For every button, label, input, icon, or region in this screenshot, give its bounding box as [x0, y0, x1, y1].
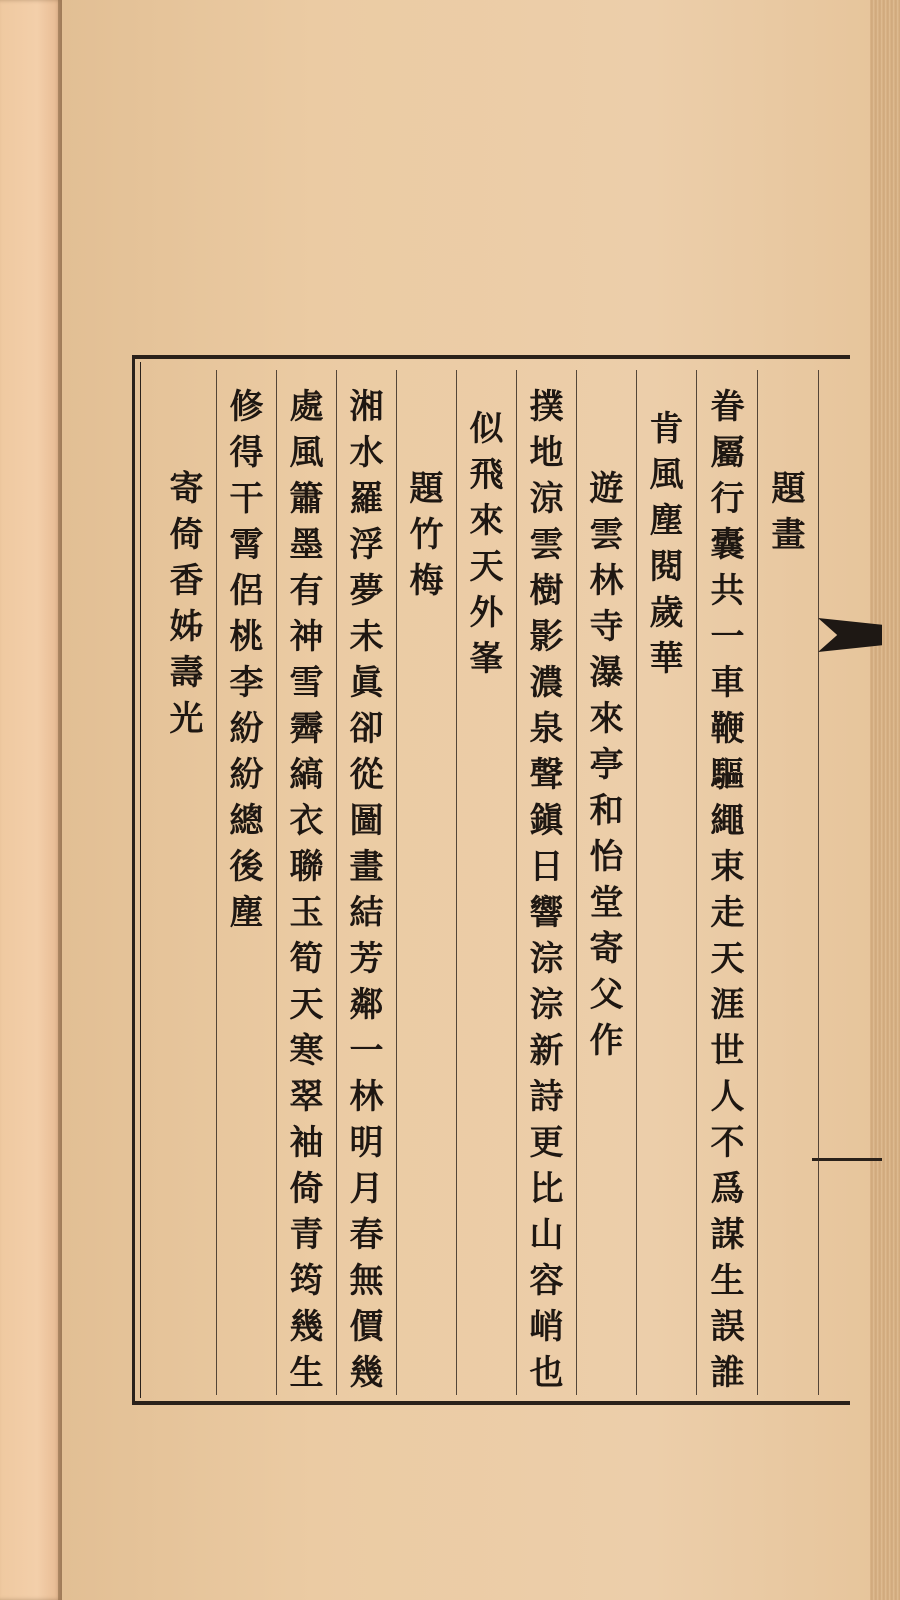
column-rule — [576, 370, 577, 1395]
column-rule — [276, 370, 277, 1395]
poem-title: 遊雲林寺瀑來亭和怡堂寄父作 — [583, 470, 623, 1068]
column-rule — [516, 370, 517, 1395]
page-edge — [870, 0, 900, 1600]
text-column: 修得干霄侶桃李紛紛總後塵 — [223, 388, 263, 940]
text-column: 肯風塵閱歲華 — [643, 410, 683, 686]
text-column: 眷屬行囊共一車鞭驅繩束走天涯世人不爲謀生誤誰 — [704, 388, 744, 1400]
poem-title: 題竹梅 — [403, 470, 443, 608]
column-rule — [456, 370, 457, 1395]
text-column: 湘水羅浮夢未眞卻從圖畫結芳鄰一林明月春無價幾 — [343, 388, 383, 1400]
text-column: 處風簫墨有神雪霽縞衣聯玉筍天寒翠袖倚青筠幾生 — [283, 388, 323, 1400]
margin-rule — [812, 1158, 882, 1161]
text-column: 撲地涼雲樹影濃泉聲鎭日響淙淙新詩更比山容峭也 — [523, 388, 563, 1400]
poem-title: 寄倚香姊壽光 — [163, 470, 203, 746]
column-rule — [396, 370, 397, 1395]
column-rule — [216, 370, 217, 1395]
text-column: 似飛來天外峯 — [463, 410, 503, 686]
adjacent-page-strip — [0, 0, 62, 1600]
column-rule — [757, 370, 758, 1395]
frame-inner-rule — [140, 362, 141, 1398]
poem-title: 題畫 — [765, 470, 805, 562]
column-rule — [818, 370, 819, 1395]
column-rule — [636, 370, 637, 1395]
column-rule — [696, 370, 697, 1395]
column-rule — [336, 370, 337, 1395]
